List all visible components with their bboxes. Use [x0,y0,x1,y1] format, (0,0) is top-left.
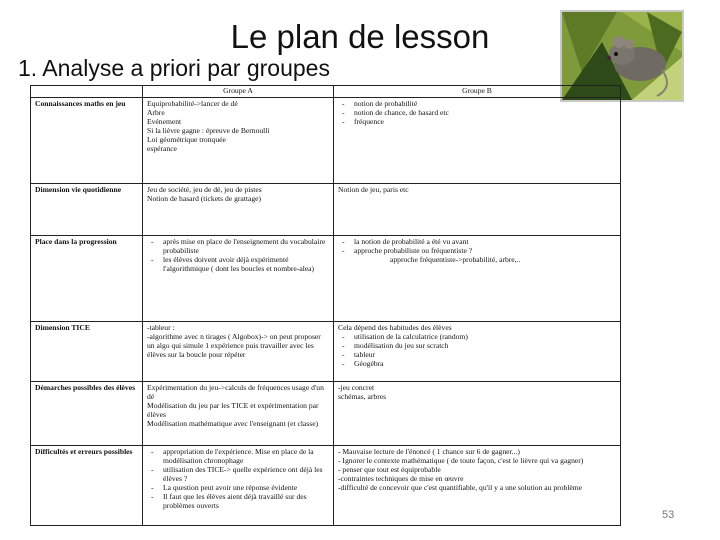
cell-line: schémas, arbres [338,391,387,401]
row-label: Démarches possibles des élèves [31,381,143,445]
cell-bullet: - notion de probabilité [338,100,616,109]
cell-line: Modélisation mathématique avec l'enseignant (et classe) [147,418,319,428]
row-label: Place dans la progression [31,235,143,321]
cell-line: Notion de jeu, paris etc [338,184,409,194]
row-label: Connaissances maths en jeu [31,97,143,183]
cell-groupe-b [334,183,621,235]
cell-line: Si la lièvre gagne : épreuve de Bernoulli [147,125,270,135]
cell-line: -jeu concret [338,382,375,392]
cell-line: approche fréquentiste->probabilité, arbre,.. [390,254,521,264]
table-row [31,183,621,235]
cell-line: Loi géométrique tronquée [147,134,226,144]
cell-groupe-b [334,381,621,445]
cell-groupe-a [143,445,334,525]
cell-bullet: - après mise en place de l'enseignement du vocabulaire probabiliste [147,238,329,256]
cell-bullet: - La question peut avoir une réponse évidente [147,484,329,493]
cell-line: Expérimentation du jeu->calculs de fréquences usage d'un dé [147,382,324,401]
cell-bullet: - utilisation de la calculatrice (random) [338,333,616,342]
cell-bullet: - Il faut que les élèves aient déjà travaillé sur des problèmes ouverts [147,493,329,511]
cell-bullet: - les élèves doivent avoir déjà expérimenté l'algorithmique ( dont les boucles et nombre-alea) [147,256,329,274]
cell-bullet: - appropriation de l'expérience. Mise en place de la modélisation chronophage [147,448,329,466]
row-label: Difficultés et erreurs possibles [31,445,143,525]
table-row [31,445,621,525]
cell-groupe-b [334,235,621,321]
cell-line: -contraintes techniques de mise en œuvre [338,473,464,483]
table-row [31,97,621,183]
page-number: 53 [662,509,675,521]
cell-groupe-b [334,445,621,525]
cell-bullet: - la notion de probabilité a été vu avant [338,238,616,247]
cell-groupe-b [334,321,621,381]
cell-groupe-a [143,321,334,381]
cell-line: -difficulté de concevoir que c'est quantifiable, qu'il y a une solution au problème [338,482,583,492]
header-empty [31,86,143,98]
lesson-plan-table [30,85,621,526]
cell-line: Cela dépend des habitudes des élèves [338,322,452,332]
slide-title: Le plan de lesson [230,18,490,55]
cell-groupe-a [143,381,334,445]
table-row [31,381,621,445]
cell-groupe-a [143,97,334,183]
cell-bullet: - notion de chance, de hasard etc [338,109,616,118]
cell-bullet: - approche probabiliste ou fréquentiste ? [338,247,616,256]
cell-bullet: - tableur [338,351,616,360]
cell-bullet: - utilisation des TICE-> quelle expérience ont déjà les élèves ? [147,466,329,484]
cell-line: Jeu de société, jeu de dé, jeu de pistes [147,184,262,194]
cell-groupe-b [334,97,621,183]
cell-line: Arbre [147,107,165,117]
cell-bullet: - Géogébra [338,360,616,369]
table-row [31,321,621,381]
cell-bullet: - modélisation du jeu sur scratch [338,342,616,351]
cell-line: Equiprobabilité->lancer de dé [147,98,238,108]
cell-groupe-a [143,235,334,321]
slide-subtitle: 1. Analyse a priori par groupes [18,55,330,81]
cell-line: - penser que tout est équiprobable [338,464,441,474]
table-header-row [31,86,621,98]
cell-line: - Ignorer le contexte mathématique ( de toute façon, c'est le lièvre qui va gagner) [338,455,584,465]
cell-line: -algorithme avec n tirages ( Algobox)-> on peut proposer un algo qui simule 1 expérience puis travailler avec les élèves sur la boucle pour répéter [147,331,321,359]
cell-groupe-a [143,183,334,235]
cell-line: - Mauvaise lecture de l'énoncé ( 1 chance sur 6 de gagner...) [338,446,520,456]
cell-line: Modélisation du jeu par les TICE et expérimentation par élèves [147,400,319,419]
row-label: Dimension TICE [31,321,143,381]
header-groupe-b: Groupe B [334,86,621,98]
cell-line: Evénement [147,116,182,126]
cell-bullet: - fréquence [338,118,616,127]
row-label: Dimension vie quotidienne [31,183,143,235]
cell-line: -tableur : [147,322,175,332]
cell-line: espérance [147,143,177,153]
header-groupe-a: Groupe A [143,86,334,98]
table-row [31,235,621,321]
cell-line: Notion de hasard (tickets de grattage) [147,193,262,203]
